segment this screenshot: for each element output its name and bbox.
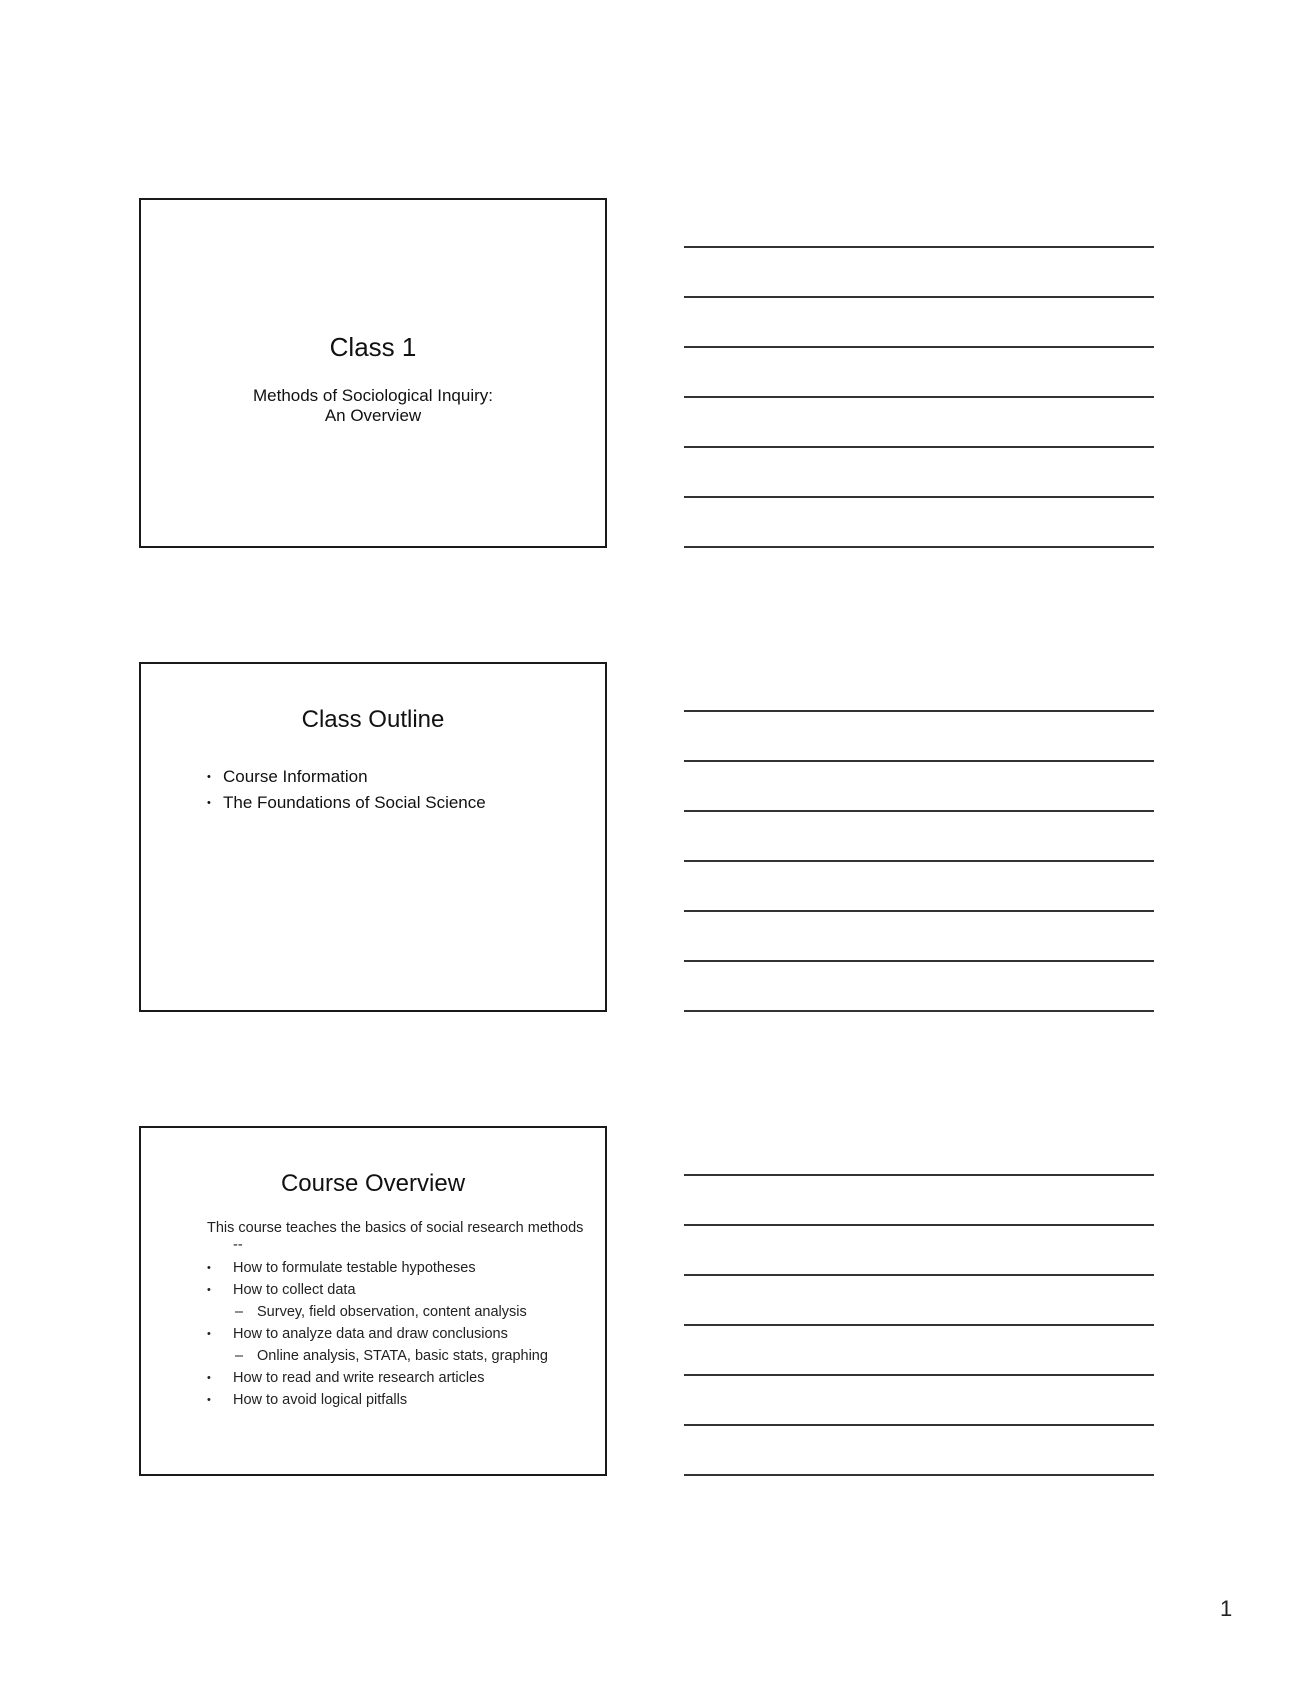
slide-title: Class Outline (301, 706, 445, 733)
note-line (684, 1474, 1154, 1476)
note-line (684, 396, 1154, 398)
slide-subtitle (141, 386, 605, 426)
slide-title: Course Overview (280, 1170, 466, 1197)
page-number: 1 (1220, 1596, 1233, 1621)
bullet-item: • The Foundations of Social Science (207, 790, 486, 816)
subtitle-line: An Overview (324, 406, 422, 425)
note-line (684, 346, 1154, 348)
bullet-item: • How to analyze data and draw conclusions (207, 1326, 585, 1343)
note-line (684, 1274, 1154, 1276)
note-line (684, 810, 1154, 812)
slide-thumbnail-1 (139, 198, 607, 548)
subtitle-line: Methods of Sociological Inquiry: (252, 386, 494, 405)
slide-thumbnail-3 (139, 1126, 607, 1476)
note-line (684, 1174, 1154, 1176)
slide-thumbnail-2 (139, 662, 607, 1012)
bullet-item: • How to formulate testable hypotheses (207, 1260, 585, 1277)
note-line (684, 296, 1154, 298)
sub-bullet-item: – Online analysis, STATA, basic stats, graphing (207, 1348, 585, 1365)
bullet-list (207, 764, 486, 816)
slide-title: Class 1 (329, 332, 417, 362)
slide-body (207, 1220, 585, 1414)
intro-text: This course teaches the basics of social research methods -- (207, 1220, 584, 1253)
note-line (684, 546, 1154, 548)
bullet-item: • How to avoid logical pitfalls (207, 1392, 585, 1409)
note-line (684, 960, 1154, 962)
note-line (684, 710, 1154, 712)
note-line (684, 760, 1154, 762)
note-line (684, 1324, 1154, 1326)
bullet-item: • Course Information (207, 764, 486, 790)
note-line (684, 1424, 1154, 1426)
note-line (684, 1224, 1154, 1226)
bullet-item: • How to read and write research articles (207, 1370, 585, 1387)
note-line (684, 496, 1154, 498)
note-line (684, 910, 1154, 912)
note-line (684, 1010, 1154, 1012)
note-line (684, 860, 1154, 862)
sub-bullet-item: – Survey, field observation, content analysis (207, 1304, 585, 1321)
note-line (684, 246, 1154, 248)
note-line (684, 1374, 1154, 1376)
note-line (684, 446, 1154, 448)
bullet-item: • How to collect data (207, 1282, 585, 1299)
